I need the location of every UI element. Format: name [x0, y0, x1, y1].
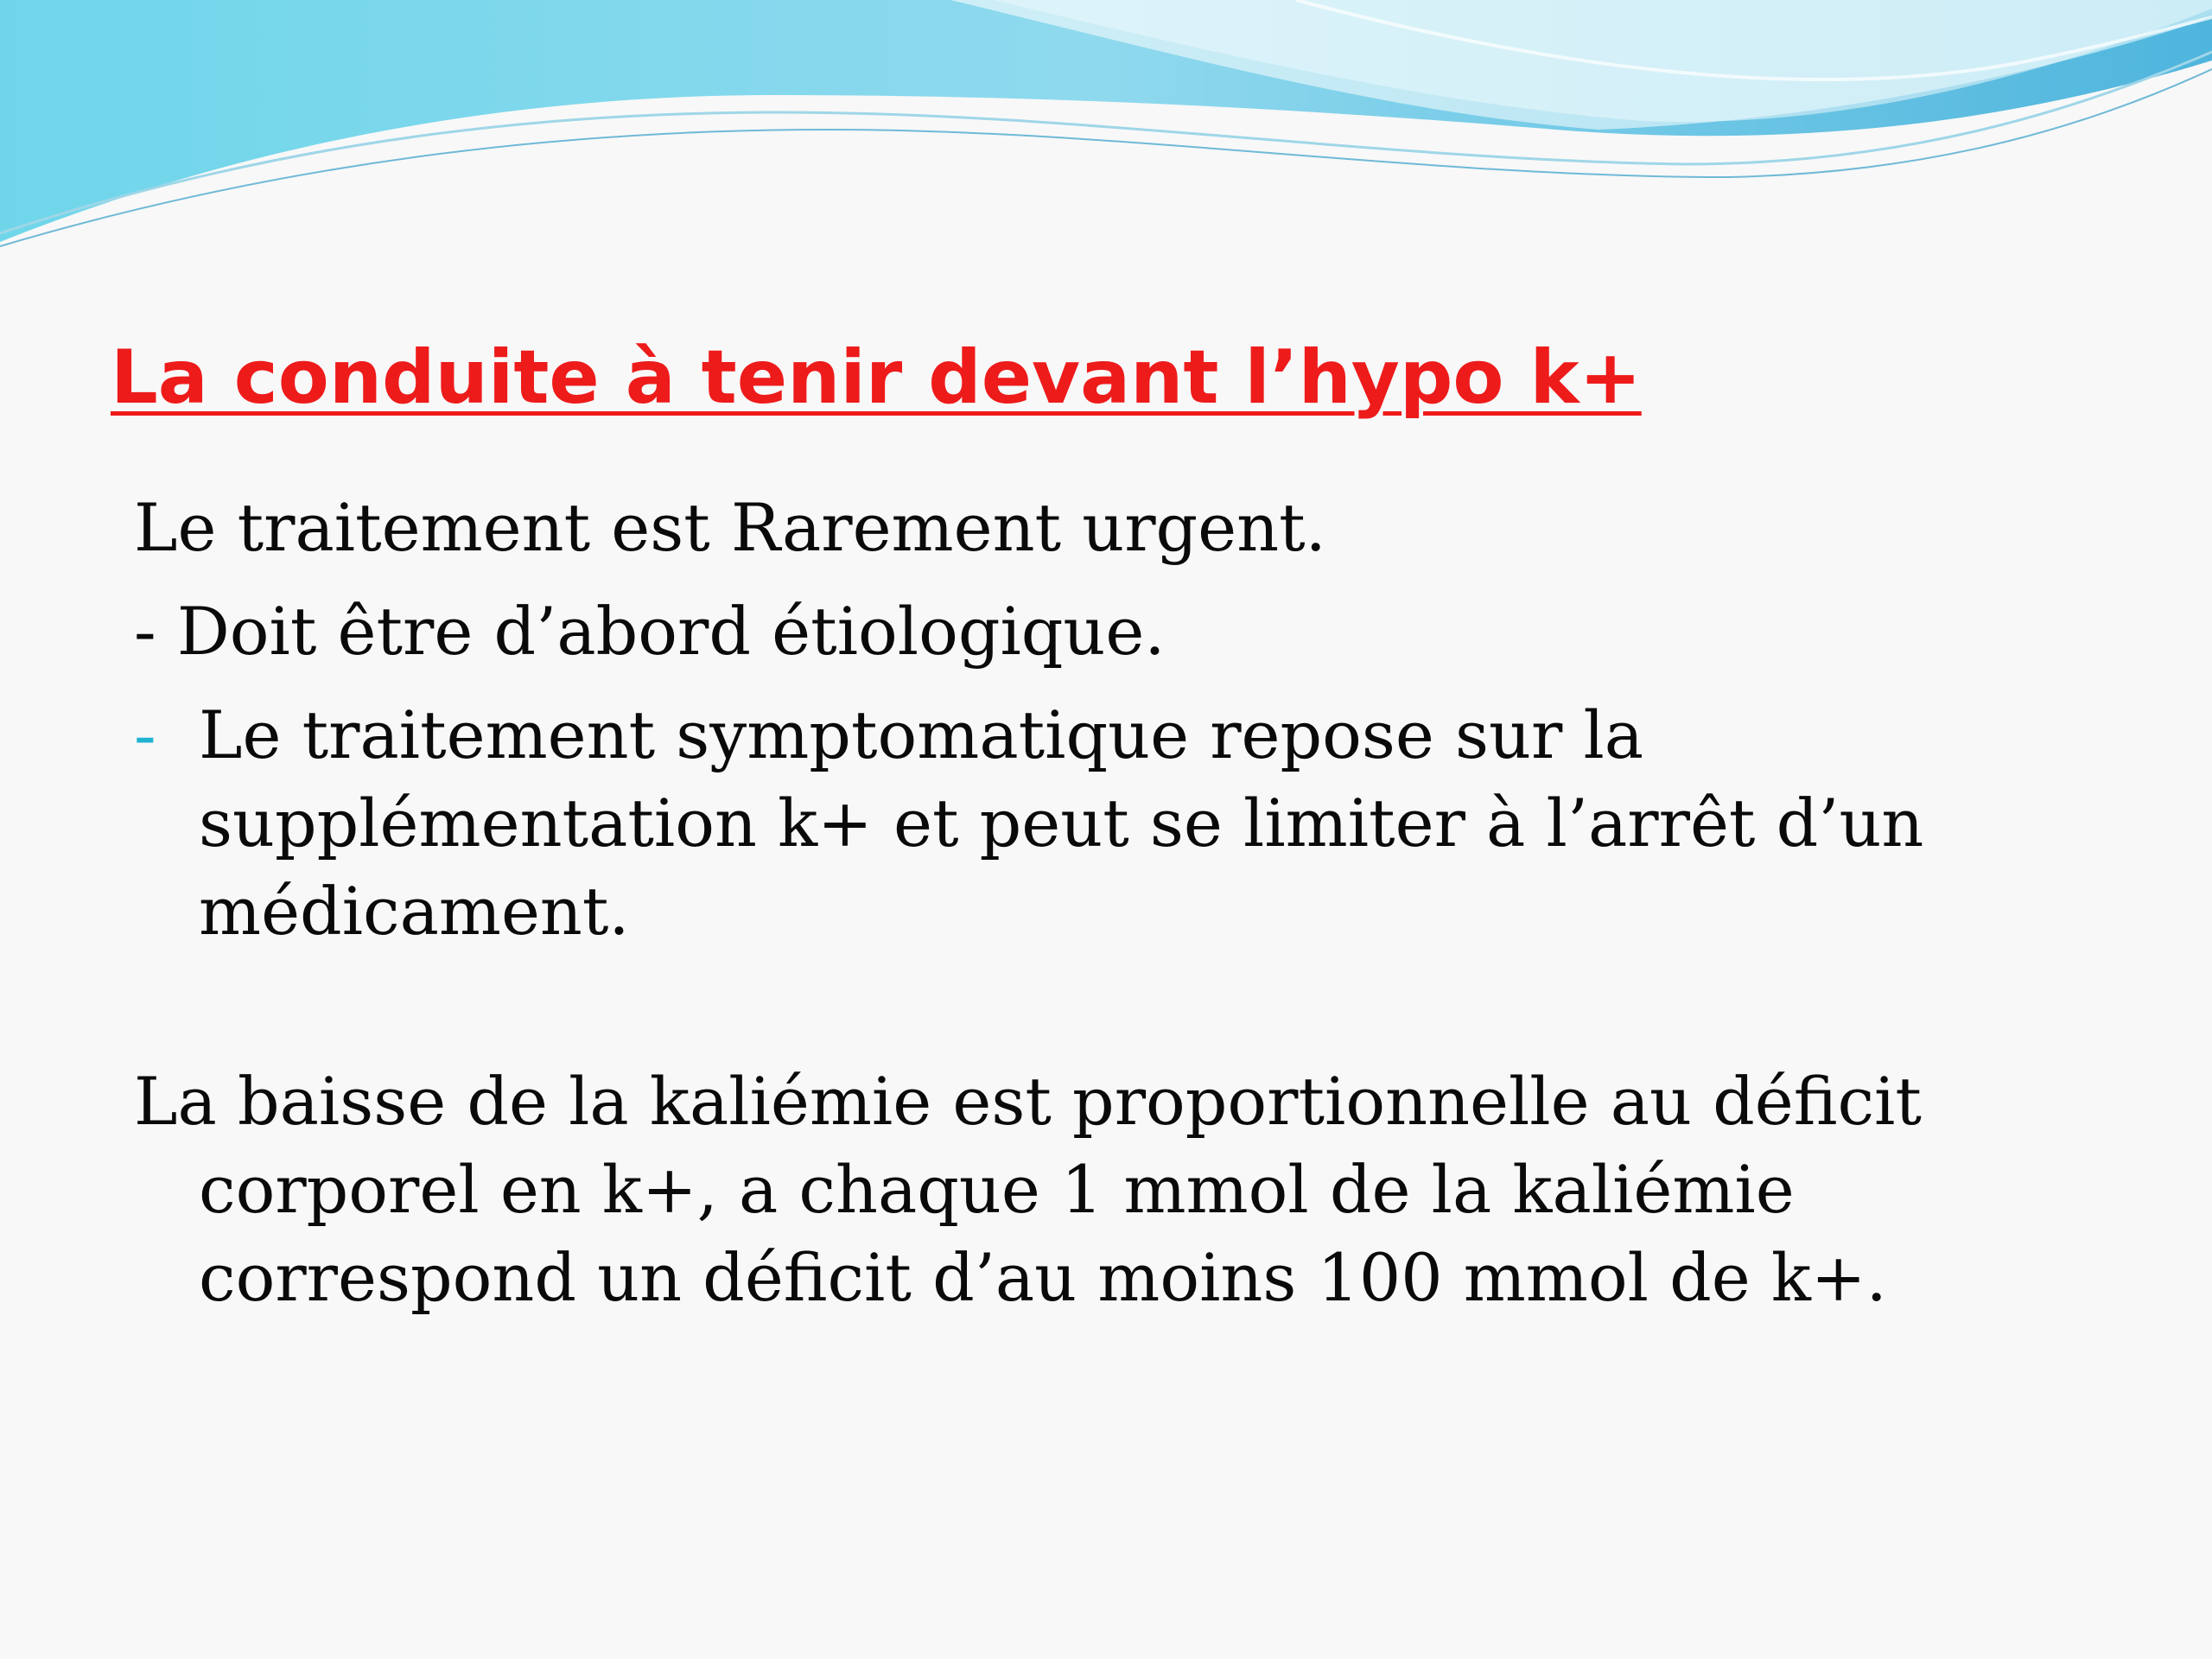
spacer [134, 971, 2121, 1058]
slide-body [134, 484, 2121, 1338]
bullet-dash-marker: - [134, 696, 156, 773]
bullet-symptomatic-treatment [134, 691, 2121, 956]
paragraph-etiological: - Doit être d’abord étiologique. [134, 593, 1166, 670]
header-wave-decoration [0, 0, 2212, 259]
bullet-text: Le traitement symptomatique repose sur la supplémentation k+ et peut se limiter à l’arrêt d’un médicament. [199, 696, 1924, 950]
slide-title: La conduite à tenir devant l’hypo k+ [111, 334, 1642, 421]
paragraph-treatment-urgency: Le traitement est Rarement urgent. [134, 489, 1326, 566]
paragraph-kaliemia-deficit: La baisse de la kaliémie est proportionnelle au déficit corporel en k+, a chaque 1 mmol de la kaliémie correspond un déficit d’au moins 100 mmol de k+. [134, 1063, 1922, 1316]
